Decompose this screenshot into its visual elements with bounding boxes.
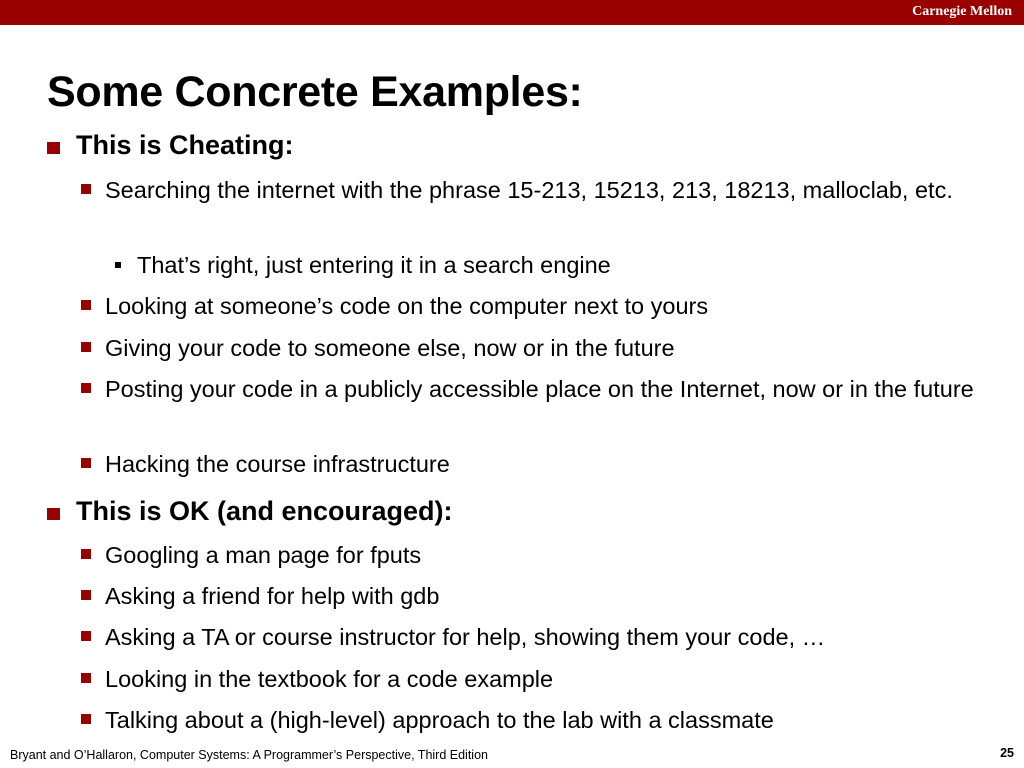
list-item-text: Asking a friend for help with gdb bbox=[105, 583, 440, 609]
list-item bbox=[80, 620, 975, 654]
list-item bbox=[80, 331, 975, 365]
list-item bbox=[80, 662, 975, 696]
section-heading-text: This is OK (and encouraged): bbox=[76, 496, 453, 526]
list-item-text: Hacking the course infrastructure bbox=[105, 451, 450, 477]
list-item-text: Talking about a (high-level) approach to the lab with a classmate bbox=[105, 707, 774, 733]
square-bullet-icon bbox=[80, 620, 105, 654]
page-number: 25 bbox=[1000, 746, 1014, 760]
list-item bbox=[80, 173, 975, 207]
list-item-text: Searching the internet with the phrase 15-213, 15213, 213, 18213, malloclab, etc. bbox=[105, 177, 953, 203]
section-heading-text: This is Cheating: bbox=[76, 130, 294, 160]
square-bullet-icon bbox=[80, 579, 105, 613]
sub-list-item-text: That’s right, just entering it in a search engine bbox=[137, 252, 611, 278]
square-bullet-icon bbox=[80, 703, 105, 737]
list-item-text: Looking in the textbook for a code example bbox=[105, 666, 554, 692]
list-item-text: Googling a man page for fputs bbox=[105, 542, 422, 568]
list-item bbox=[80, 579, 975, 613]
list-item bbox=[80, 372, 975, 406]
list-item-text: Posting your code in a publicly accessible place on the Internet, now or in the future bbox=[105, 376, 974, 402]
list-item-text: Giving your code to someone else, now or in the future bbox=[105, 335, 675, 361]
small-square-bullet-icon bbox=[115, 248, 137, 282]
square-bullet-icon bbox=[47, 494, 76, 528]
square-bullet-icon bbox=[80, 289, 105, 323]
list-item-text: Asking a TA or course instructor for help, showing them your code, … bbox=[105, 624, 826, 650]
section-heading-cheating bbox=[47, 128, 294, 162]
square-bullet-icon bbox=[80, 372, 105, 406]
header-bar bbox=[0, 0, 1024, 25]
list-item bbox=[80, 703, 975, 737]
list-item bbox=[80, 538, 975, 572]
square-bullet-icon bbox=[80, 173, 105, 207]
list-item bbox=[80, 447, 975, 481]
square-bullet-icon bbox=[80, 331, 105, 365]
square-bullet-icon bbox=[80, 538, 105, 572]
square-bullet-icon bbox=[80, 447, 105, 481]
org-label: Carnegie Mellon bbox=[912, 4, 1012, 19]
footer-citation: Bryant and O’Hallaron, Computer Systems: A Programmer’s Perspective, Third Edition bbox=[10, 748, 488, 762]
list-item bbox=[80, 289, 975, 323]
slide-title: Some Concrete Examples: bbox=[47, 68, 583, 116]
section-heading-ok bbox=[47, 494, 453, 528]
square-bullet-icon bbox=[80, 662, 105, 696]
list-item-text: Looking at someone’s code on the computer next to yours bbox=[105, 293, 709, 319]
sub-list-item bbox=[115, 248, 611, 282]
square-bullet-icon bbox=[47, 128, 76, 162]
